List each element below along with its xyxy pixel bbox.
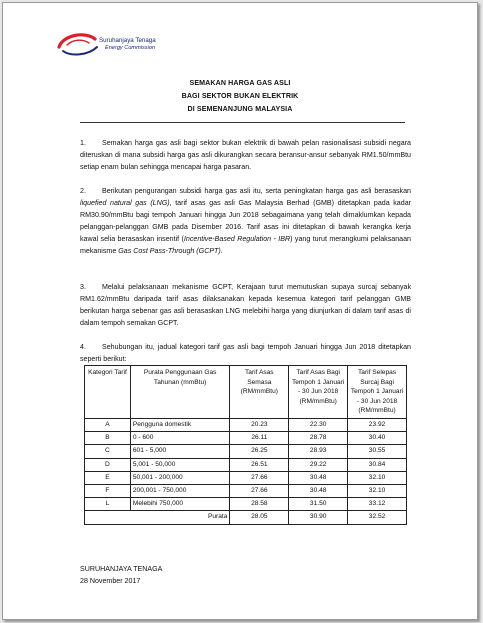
cell-surcharge: 33.12 <box>348 498 407 511</box>
cell-average-current: 28.05 <box>230 511 289 524</box>
cell-base: 28.78 <box>289 432 348 445</box>
paragraph-number: 1. <box>80 139 86 147</box>
cell-usage: Pengguna domestik <box>130 418 230 431</box>
cell-average-base: 30.90 <box>289 511 348 524</box>
document-title <box>3 77 477 116</box>
paragraph-2 <box>80 186 411 257</box>
table-row <box>85 432 407 445</box>
cell-current: 26.11 <box>230 432 289 445</box>
header-current-tariff: Tarif Asas Semasa (RM/mmBtu) <box>230 366 289 419</box>
paragraph-number: 2. <box>80 187 86 195</box>
tariff-table <box>84 365 407 525</box>
cell-category: F <box>85 484 131 497</box>
cell-current: 27.66 <box>230 471 289 484</box>
cell-usage: 200,001 - 750,000 <box>130 484 230 497</box>
title-line-2: BAGI SEKTOR BUKAN ELEKTRIK <box>181 92 299 100</box>
cell-category: D <box>85 458 131 471</box>
header-category: Kategori Tarif <box>85 366 131 419</box>
cell-surcharge: 32.10 <box>348 484 407 497</box>
cell-base: 22.30 <box>289 418 348 431</box>
table-row <box>85 498 407 511</box>
title-line-3: DI SEMENANJUNG MALAYSIA <box>187 105 293 113</box>
cell-current: 26.25 <box>230 445 289 458</box>
cell-usage: Melebihi 750,000 <box>130 498 230 511</box>
energy-commission-emblem-icon <box>55 27 101 63</box>
table-header-row <box>85 366 407 419</box>
cell-base: 29.22 <box>289 458 348 471</box>
paragraph-italic-term: Gas Cost Pass-Through (GCPT) <box>118 246 221 255</box>
paragraph-text: Berikutan pengurangan subsidi harga gas asli itu, serta peningkatan harga gas asli berasaskan <box>102 187 411 195</box>
cell-usage: 50,001 - 200,000 <box>130 471 230 484</box>
signature-block <box>80 564 162 587</box>
paragraph-3 <box>80 282 411 330</box>
cell-base: 28.93 <box>289 445 348 458</box>
paragraph-italic-term: Incentive-Based Regulation - IBR <box>183 234 291 243</box>
cell-surcharge: 30.40 <box>348 432 407 445</box>
signature-date: 28 November 2017 <box>80 576 141 585</box>
logo-subtitle: Energy Commission <box>105 45 156 51</box>
cell-surcharge: 32.10 <box>348 471 407 484</box>
cell-average-label: Purata <box>85 511 230 524</box>
header-usage: Purata Penggunaan Gas Tahunan (mmBtu) <box>130 366 230 419</box>
table-row <box>85 458 407 471</box>
cell-base: 31.50 <box>289 498 348 511</box>
cell-current: 20.23 <box>230 418 289 431</box>
table-row <box>85 445 407 458</box>
cell-current: 28.58 <box>230 498 289 511</box>
cell-category: A <box>85 418 131 431</box>
cell-average-surcharge: 32.52 <box>348 511 407 524</box>
paragraph-text: Sehubungan itu, jadual kategori tarif gas asli bagi tempoh Januari hingga Jun 2018 ditetapkan seperti berikut: <box>80 343 411 363</box>
cell-category: L <box>85 498 131 511</box>
cell-category: C <box>85 445 131 458</box>
logo-name: Suruhanjaya Tenaga <box>99 37 156 44</box>
paragraph-text: Melalui pelaksanaan mekanisme GCPT, Kerajaan turut memutuskan supaya surcaj sebanyak RM1.62/mmBtu daripada tarif asas dilaksanakan kepada kesemua kategori tarif pelanggan GMB berikutan harga sebenar gas asli berasaskan LNG melebihi harga yang diunjurkan di dalam tarif asas di dalam tempoh semakan GCPT. <box>80 283 411 327</box>
paragraph-number: 3. <box>80 283 86 291</box>
signature-org: SURUHANJAYA TENAGA <box>80 565 163 573</box>
cell-category: E <box>85 471 131 484</box>
cell-usage: 0 - 600 <box>130 432 230 445</box>
header-base-tariff: Tarif Asas Bagi Tempoh 1 Januari - 30 Jun 2018 (RM/mmBtu) <box>289 366 348 419</box>
cell-base: 30.48 <box>289 484 348 497</box>
cell-usage: 601 - 5,000 <box>130 445 230 458</box>
paragraph-4 <box>80 342 411 366</box>
cell-usage: 5,001 - 50,000 <box>130 458 230 471</box>
cell-surcharge: 23.92 <box>348 418 407 431</box>
title-divider <box>80 122 405 123</box>
paragraph-1 <box>80 138 411 174</box>
title-line-1: SEMAKAN HARGA GAS ASLI <box>189 79 291 87</box>
header-surcharge-tariff: Tarif Selepas Surcaj Bagi Tempoh 1 Januari - 30 Jun 2018 (RM/mmBtu) <box>348 366 407 419</box>
paragraph-number: 4. <box>80 343 86 351</box>
cell-surcharge: 30.84 <box>348 458 407 471</box>
paragraph-text: . <box>220 246 223 255</box>
paragraph-text: , tarif asas gas asli Gas Malaysia Berhad (GMB) ditetapkan pada kadar RM30.90/mmBtu bagi tempoh Januari hingga Jun 2018 sebagaimana yang telah dimaklumkan kepada pelanggan-pelanggan GMB pada Disember 2016. Tarif asas ini ditetapkan di bawah kerangka kerja kawal selia berasaskan insentif ( <box>80 198 412 243</box>
cell-base: 30.48 <box>289 471 348 484</box>
table-average-row <box>85 511 407 524</box>
paragraph-text: Semakan harga gas asli bagi sektor bukan elektrik di bawah pelan rasionalisasi subsidi negara diteruskan di mana subsidi harga gas asli dikurangkan secara beransur-ansur sebanyak RM1.50/mmBtu setiap enam bulan sehingga mencapai harga pasaran. <box>80 139 411 171</box>
document-page <box>2 2 478 620</box>
cell-category: B <box>85 432 131 445</box>
paragraph-italic-term: liquefied natural gas (LNG) <box>80 198 170 207</box>
table-row <box>85 484 407 497</box>
cell-current: 26.51 <box>230 458 289 471</box>
table-row <box>85 418 407 431</box>
table-row <box>85 471 407 484</box>
paragraph-text: ) yang turut merangkumi pelaksanaan mekanisme <box>80 234 412 255</box>
cell-current: 27.66 <box>230 484 289 497</box>
energy-commission-logo <box>55 27 185 63</box>
cell-surcharge: 30.55 <box>348 445 407 458</box>
